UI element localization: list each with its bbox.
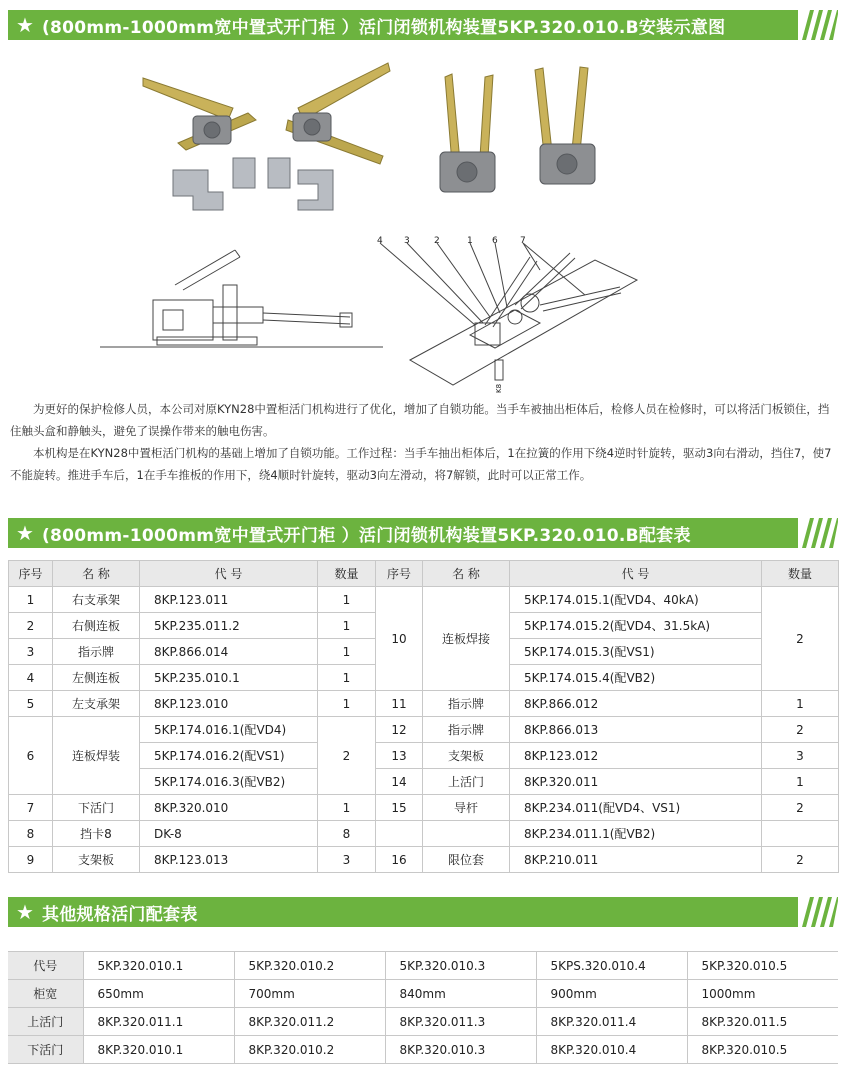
name-cell: 指示牌 xyxy=(423,691,510,717)
code-cell: 8KP.234.011.1(配VB2) xyxy=(510,821,762,847)
seq-cell: 16 xyxy=(376,847,423,873)
code-cell: 8KP.210.011 xyxy=(510,847,762,873)
table-row xyxy=(8,1036,838,1064)
spec-cell: 8KP.320.011.3 xyxy=(385,1008,536,1036)
name-cell: 右支承架 xyxy=(53,587,140,613)
name-cell: 挡卡8 xyxy=(53,821,140,847)
table-row xyxy=(8,952,838,980)
spec-cell: 8KP.320.011.1 xyxy=(83,1008,234,1036)
qty-cell: 2 xyxy=(762,587,839,691)
star-icon: ★ xyxy=(16,521,34,545)
spec-cell: 5KP.320.010.1 xyxy=(83,952,234,980)
description-paragraph-1: 为更好的保护检修人员，本公司对原KYN28中置柜活门机构进行了优化，增加了自锁功能。当手车被抽出柜体后，检修人员在检修时，可以将活门板锁住，挡住触头盒和静触头，避免了误操作带来的触电伤害。 xyxy=(10,402,830,438)
row-label: 柜宽 xyxy=(8,980,83,1008)
seq-cell: 2 xyxy=(9,613,53,639)
spec-cell: 700mm xyxy=(234,980,385,1008)
row-label: 上活门 xyxy=(8,1008,83,1036)
callout-2: 2 xyxy=(434,236,440,246)
callout-6: 6 xyxy=(492,236,498,246)
qty-cell: 8 xyxy=(318,821,376,847)
name-cell: 右侧连板 xyxy=(53,613,140,639)
row-label: 代号 xyxy=(8,952,83,980)
table-row xyxy=(8,1008,838,1036)
code-cell: 8KP.320.011 xyxy=(510,769,762,795)
star-icon: ★ xyxy=(16,13,34,37)
row-label: 下活门 xyxy=(8,1036,83,1064)
header-name: 名 称 xyxy=(423,561,510,587)
description-paragraph-2: 本机构是在KYN28中置柜活门机构的基础上增加了自锁功能。工作过程：当手车抽出柜体后，1在拉簧的作用下绕4逆时针旋转，驱动3向右滑动，挡住7，使7不能旋转。推进手车后，1在手车推板的作用下，绕4顺时针旋转，驱动3向左滑动，将7解锁，此时可以正常工作。 xyxy=(10,446,832,482)
code-cell: 8KP.866.013 xyxy=(510,717,762,743)
header-seq: 序号 xyxy=(9,561,53,587)
other-specs-table xyxy=(8,951,838,1064)
empty-cell xyxy=(762,821,839,847)
seq-cell: 9 xyxy=(9,847,53,873)
spec-cell: 8KP.320.010.2 xyxy=(234,1036,385,1064)
name-cell: 左支承架 xyxy=(53,691,140,717)
banner-install-diagram xyxy=(8,10,838,40)
code-cell: DK-8 xyxy=(140,821,318,847)
spec-cell: 8KP.320.011.5 xyxy=(687,1008,838,1036)
seq-cell: 10 xyxy=(376,587,423,691)
name-cell: 左侧连板 xyxy=(53,665,140,691)
seq-cell: 11 xyxy=(376,691,423,717)
name-cell: 导杆 xyxy=(423,795,510,821)
code-cell: 5KP.235.011.2 xyxy=(140,613,318,639)
header-qty: 数量 xyxy=(318,561,376,587)
name-cell: 指示牌 xyxy=(53,639,140,665)
name-cell: 支架板 xyxy=(423,743,510,769)
qty-cell: 1 xyxy=(318,795,376,821)
side-view-drawing xyxy=(95,245,385,355)
code-cell: 8KP.123.010 xyxy=(140,691,318,717)
qty-cell: 1 xyxy=(318,639,376,665)
table-row xyxy=(9,847,839,873)
banner-title: (800mm-1000mm宽中置式开门柜 ）活门闭锁机构装置5KP.320.010.B安装示意图 xyxy=(41,17,726,38)
qty-cell: 2 xyxy=(762,847,839,873)
star-icon: ★ xyxy=(16,900,34,924)
stripes-decoration xyxy=(798,897,838,927)
name-cell: 限位套 xyxy=(423,847,510,873)
spec-cell: 8KP.320.011.4 xyxy=(536,1008,687,1036)
code-cell: 8KP.320.010 xyxy=(140,795,318,821)
qty-cell: 1 xyxy=(762,691,839,717)
callout-1: 1 xyxy=(467,236,473,246)
qty-cell: 2 xyxy=(762,795,839,821)
iso-view-drawing xyxy=(375,235,645,395)
code-cell: 5KP.235.010.1 xyxy=(140,665,318,691)
code-cell: 8KP.866.014 xyxy=(140,639,318,665)
seq-cell: 12 xyxy=(376,717,423,743)
plate-label: K8 xyxy=(495,383,503,393)
description xyxy=(10,398,838,486)
code-cell: 5KP.174.016.3(配VB2) xyxy=(140,769,318,795)
code-cell: 5KP.174.016.2(配VS1) xyxy=(140,743,318,769)
seq-cell: 6 xyxy=(9,717,53,795)
empty-cell xyxy=(376,821,423,847)
name-cell: 连板焊装 xyxy=(53,717,140,795)
name-cell: 下活门 xyxy=(53,795,140,821)
spec-cell: 840mm xyxy=(385,980,536,1008)
name-cell: 指示牌 xyxy=(423,717,510,743)
code-cell: 5KP.174.016.1(配VD4) xyxy=(140,717,318,743)
spec-cell: 5KP.320.010.3 xyxy=(385,952,536,980)
spec-cell: 8KP.320.011.2 xyxy=(234,1008,385,1036)
seq-cell: 7 xyxy=(9,795,53,821)
qty-cell: 2 xyxy=(318,717,376,795)
qty-cell: 1 xyxy=(318,665,376,691)
spec-cell: 8KP.320.010.4 xyxy=(536,1036,687,1064)
code-cell: 5KP.174.015.2(配VD4、31.5kA) xyxy=(510,613,762,639)
qty-cell: 1 xyxy=(318,613,376,639)
stripes-decoration xyxy=(798,10,838,40)
seq-cell: 3 xyxy=(9,639,53,665)
qty-cell: 2 xyxy=(762,717,839,743)
spec-cell: 8KP.320.010.3 xyxy=(385,1036,536,1064)
spec-cell: 1000mm xyxy=(687,980,838,1008)
name-cell: 支架板 xyxy=(53,847,140,873)
hinge-brackets-photo xyxy=(138,58,393,223)
spec-cell: 650mm xyxy=(83,980,234,1008)
code-cell: 8KP.234.011(配VD4、VS1) xyxy=(510,795,762,821)
table-row xyxy=(9,587,839,613)
spec-cell: 900mm xyxy=(536,980,687,1008)
seq-cell: 15 xyxy=(376,795,423,821)
seq-cell: 13 xyxy=(376,743,423,769)
banner-parts-table xyxy=(8,518,838,548)
banner-title: 其他规格活门配套表 xyxy=(41,904,198,925)
spec-cell: 5KP.320.010.5 xyxy=(687,952,838,980)
code-cell: 5KP.174.015.3(配VS1) xyxy=(510,639,762,665)
seq-cell: 1 xyxy=(9,587,53,613)
parts-table xyxy=(8,560,839,873)
spec-cell: 5KP.320.010.2 xyxy=(234,952,385,980)
code-cell: 8KP.123.013 xyxy=(140,847,318,873)
spec-cell: 8KP.320.010.5 xyxy=(687,1036,838,1064)
table-row xyxy=(8,980,838,1008)
seq-cell: 8 xyxy=(9,821,53,847)
seq-cell: 14 xyxy=(376,769,423,795)
qty-cell: 1 xyxy=(318,587,376,613)
header-code: 代 号 xyxy=(140,561,318,587)
code-cell: 5KP.174.015.1(配VD4、40kA) xyxy=(510,587,762,613)
seq-cell: 5 xyxy=(9,691,53,717)
empty-cell xyxy=(423,821,510,847)
qty-cell: 1 xyxy=(762,769,839,795)
callout-7: 7 xyxy=(520,236,526,246)
table-row xyxy=(9,717,839,743)
header-name: 名 称 xyxy=(53,561,140,587)
header-qty: 数量 xyxy=(762,561,839,587)
table-row xyxy=(9,821,839,847)
code-cell: 8KP.123.012 xyxy=(510,743,762,769)
header-seq: 序号 xyxy=(376,561,423,587)
header-code: 代 号 xyxy=(510,561,762,587)
banner-other-specs xyxy=(8,897,838,927)
banner-title: (800mm-1000mm宽中置式开门柜 ）活门闭锁机构装置5KP.320.010.B配套表 xyxy=(41,525,691,546)
stripes-decoration xyxy=(798,518,838,548)
table-row xyxy=(9,691,839,717)
qty-cell: 3 xyxy=(762,743,839,769)
spec-cell: 5KPS.320.010.4 xyxy=(536,952,687,980)
code-cell: 8KP.866.012 xyxy=(510,691,762,717)
callout-3: 3 xyxy=(404,236,410,246)
seq-cell: 4 xyxy=(9,665,53,691)
code-cell: 5KP.174.015.4(配VB2) xyxy=(510,665,762,691)
table-header-row xyxy=(9,561,839,587)
mechanism-photo xyxy=(430,62,620,212)
spec-cell: 8KP.320.010.1 xyxy=(83,1036,234,1064)
qty-cell: 1 xyxy=(318,691,376,717)
code-cell: 8KP.123.011 xyxy=(140,587,318,613)
table-row xyxy=(9,795,839,821)
name-cell: 上活门 xyxy=(423,769,510,795)
callout-4: 4 xyxy=(377,236,383,246)
name-cell: 连板焊接 xyxy=(423,587,510,691)
qty-cell: 3 xyxy=(318,847,376,873)
